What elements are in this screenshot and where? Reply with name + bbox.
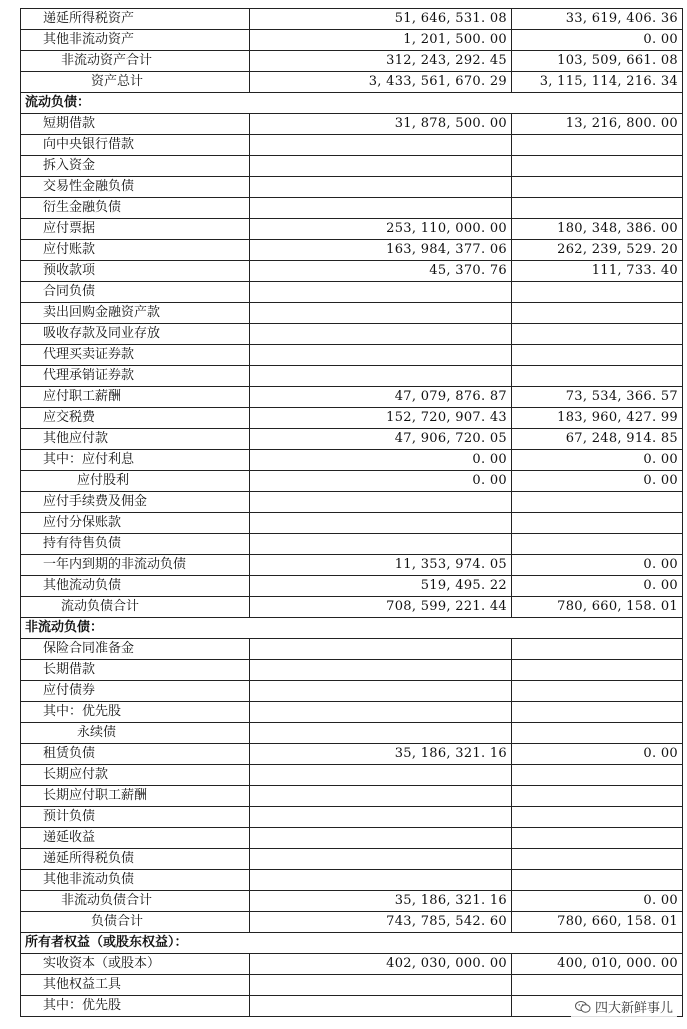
- value-current-period: 35, 186, 321. 16: [250, 744, 512, 765]
- value-current-period: [250, 765, 512, 786]
- row-label: 流动负债合计: [21, 597, 250, 618]
- row-label: 非流动负债合计: [21, 891, 250, 912]
- value-prior-period: 780, 660, 158. 01: [512, 912, 683, 933]
- balance-sheet-table: [20, 8, 683, 1017]
- value-current-period: 0. 00: [250, 471, 512, 492]
- value-current-period: 47, 079, 876. 87: [250, 387, 512, 408]
- value-prior-period: [512, 513, 683, 534]
- value-current-period: 708, 599, 221. 44: [250, 597, 512, 618]
- value-current-period: [250, 702, 512, 723]
- row-label: 实收资本（或股本）: [21, 954, 250, 975]
- table-row: [21, 555, 683, 576]
- row-label: 非流动资产合计: [21, 51, 250, 72]
- value-current-period: [250, 324, 512, 345]
- value-prior-period: [512, 681, 683, 702]
- table-row: [21, 639, 683, 660]
- table-row: [21, 849, 683, 870]
- table-row: [21, 177, 683, 198]
- value-prior-period: [512, 135, 683, 156]
- row-label: 长期应付款: [21, 765, 250, 786]
- row-label: 应付票据: [21, 219, 250, 240]
- value-prior-period: [512, 828, 683, 849]
- balance-sheet-body: [21, 9, 683, 1017]
- row-label: 向中央银行借款: [21, 135, 250, 156]
- table-row: [21, 870, 683, 891]
- row-label: 保险合同准备金: [21, 639, 250, 660]
- value-current-period: [250, 807, 512, 828]
- value-prior-period: [512, 639, 683, 660]
- table-row: [21, 765, 683, 786]
- table-row: [21, 891, 683, 912]
- value-current-period: 253, 110, 000. 00: [250, 219, 512, 240]
- table-row: [21, 429, 683, 450]
- value-prior-period: 0. 00: [512, 891, 683, 912]
- table-row: [21, 513, 683, 534]
- table-row: [21, 450, 683, 471]
- row-label: 一年内到期的非流动负债: [21, 555, 250, 576]
- table-row: [21, 345, 683, 366]
- value-current-period: [250, 723, 512, 744]
- value-prior-period: 0. 00: [512, 30, 683, 51]
- row-label: 永续债: [21, 723, 250, 744]
- value-current-period: [250, 513, 512, 534]
- row-label: 其他权益工具: [21, 975, 250, 996]
- value-current-period: [250, 975, 512, 996]
- value-current-period: 312, 243, 292. 45: [250, 51, 512, 72]
- table-row: [21, 576, 683, 597]
- row-label: 代理承销证券款: [21, 366, 250, 387]
- table-row: [21, 303, 683, 324]
- value-current-period: [250, 870, 512, 891]
- row-label: 吸收存款及同业存放: [21, 324, 250, 345]
- row-label: 应付职工薪酬: [21, 387, 250, 408]
- value-current-period: 3, 433, 561, 670. 29: [250, 72, 512, 93]
- value-prior-period: 780, 660, 158. 01: [512, 597, 683, 618]
- value-prior-period: [512, 177, 683, 198]
- row-label: 应付分保账款: [21, 513, 250, 534]
- row-label: 预计负债: [21, 807, 250, 828]
- value-prior-period: 0. 00: [512, 744, 683, 765]
- value-current-period: [250, 366, 512, 387]
- value-prior-period: 400, 010, 000. 00: [512, 954, 683, 975]
- row-label: 应付账款: [21, 240, 250, 261]
- row-label: 卖出回购金融资产款: [21, 303, 250, 324]
- section-label: 流动负债：: [21, 93, 683, 114]
- table-row: [21, 198, 683, 219]
- value-current-period: 0. 00: [250, 450, 512, 471]
- table-row: [21, 366, 683, 387]
- section-header-row: [21, 93, 683, 114]
- value-prior-period: 13, 216, 800. 00: [512, 114, 683, 135]
- row-label: 应付债券: [21, 681, 250, 702]
- value-prior-period: 0. 00: [512, 450, 683, 471]
- value-current-period: [250, 786, 512, 807]
- row-label: 递延所得税负债: [21, 849, 250, 870]
- value-prior-period: [512, 660, 683, 681]
- value-current-period: 11, 353, 974. 05: [250, 555, 512, 576]
- value-prior-period: [512, 366, 683, 387]
- value-current-period: [250, 849, 512, 870]
- value-current-period: [250, 639, 512, 660]
- value-current-period: [250, 156, 512, 177]
- value-current-period: [250, 345, 512, 366]
- table-row: [21, 807, 683, 828]
- table-row: [21, 912, 683, 933]
- value-current-period: 402, 030, 000. 00: [250, 954, 512, 975]
- row-label: 递延收益: [21, 828, 250, 849]
- value-prior-period: 33, 619, 406. 36: [512, 9, 683, 30]
- table-row: [21, 72, 683, 93]
- value-prior-period: [512, 492, 683, 513]
- table-row: [21, 30, 683, 51]
- value-prior-period: 262, 239, 529. 20: [512, 240, 683, 261]
- table-row: [21, 9, 683, 30]
- table-row: [21, 786, 683, 807]
- value-prior-period: [512, 807, 683, 828]
- row-label: 应付股利: [21, 471, 250, 492]
- row-label: 应付手续费及佣金: [21, 492, 250, 513]
- value-prior-period: 3, 115, 114, 216. 34: [512, 72, 683, 93]
- section-header-row: [21, 933, 683, 954]
- value-current-period: [250, 828, 512, 849]
- table-row: [21, 240, 683, 261]
- section-header-row: [21, 618, 683, 639]
- value-prior-period: [512, 534, 683, 555]
- value-current-period: [250, 282, 512, 303]
- value-current-period: 35, 186, 321. 16: [250, 891, 512, 912]
- row-label: 其中：优先股: [21, 702, 250, 723]
- row-label: 递延所得税资产: [21, 9, 250, 30]
- value-prior-period: 67, 248, 914. 85: [512, 429, 683, 450]
- value-current-period: 163, 984, 377. 06: [250, 240, 512, 261]
- value-prior-period: [512, 786, 683, 807]
- value-current-period: [250, 996, 512, 1017]
- row-label: 持有待售负债: [21, 534, 250, 555]
- watermark: [571, 996, 677, 1017]
- value-prior-period: 0. 00: [512, 576, 683, 597]
- row-label: 合同负债: [21, 282, 250, 303]
- table-row: [21, 828, 683, 849]
- value-prior-period: 183, 960, 427. 99: [512, 408, 683, 429]
- value-prior-period: 111, 733. 40: [512, 261, 683, 282]
- value-current-period: [250, 534, 512, 555]
- section-label: 所有者权益（或股东权益）：: [21, 933, 683, 954]
- row-label: 交易性金融负债: [21, 177, 250, 198]
- row-label: 其他流动负债: [21, 576, 250, 597]
- value-prior-period: [512, 324, 683, 345]
- value-prior-period: 73, 534, 366. 57: [512, 387, 683, 408]
- watermark-text: 四大新鲜事儿: [594, 1001, 673, 1016]
- table-row: [21, 408, 683, 429]
- table-row: [21, 282, 683, 303]
- value-prior-period: [512, 849, 683, 870]
- row-label: 其他非流动资产: [21, 30, 250, 51]
- value-prior-period: 180, 348, 386. 00: [512, 219, 683, 240]
- row-label: 资产总计: [21, 72, 250, 93]
- table-row: [21, 492, 683, 513]
- value-prior-period: [512, 303, 683, 324]
- row-label: 负债合计: [21, 912, 250, 933]
- value-prior-period: [512, 198, 683, 219]
- table-row: [21, 597, 683, 618]
- row-label: 其中：应付利息: [21, 450, 250, 471]
- row-label: 衍生金融负债: [21, 198, 250, 219]
- table-row: [21, 261, 683, 282]
- row-label: 预收款项: [21, 261, 250, 282]
- table-row: [21, 219, 683, 240]
- table-row: [21, 387, 683, 408]
- row-label: 长期应付职工薪酬: [21, 786, 250, 807]
- value-current-period: 1, 201, 500. 00: [250, 30, 512, 51]
- table-row: [21, 324, 683, 345]
- value-prior-period: [512, 870, 683, 891]
- value-prior-period: [512, 975, 683, 996]
- wechat-icon: [575, 1000, 591, 1014]
- table-row: [21, 114, 683, 135]
- value-prior-period: 103, 509, 661. 08: [512, 51, 683, 72]
- table-row: [21, 51, 683, 72]
- value-current-period: 47, 906, 720. 05: [250, 429, 512, 450]
- value-current-period: 45, 370. 76: [250, 261, 512, 282]
- value-prior-period: [512, 765, 683, 786]
- row-label: 其他非流动负债: [21, 870, 250, 891]
- value-prior-period: 0. 00: [512, 555, 683, 576]
- row-label: 代理买卖证券款: [21, 345, 250, 366]
- table-row: [21, 534, 683, 555]
- value-prior-period: [512, 282, 683, 303]
- value-current-period: 743, 785, 542. 60: [250, 912, 512, 933]
- value-current-period: [250, 198, 512, 219]
- value-prior-period: [512, 702, 683, 723]
- row-label: 应交税费: [21, 408, 250, 429]
- table-row: [21, 471, 683, 492]
- row-label: 长期借款: [21, 660, 250, 681]
- value-current-period: [250, 681, 512, 702]
- row-label: 其他应付款: [21, 429, 250, 450]
- value-prior-period: [512, 156, 683, 177]
- value-current-period: 152, 720, 907. 43: [250, 408, 512, 429]
- table-row: [21, 723, 683, 744]
- value-prior-period: [512, 345, 683, 366]
- table-row: [21, 135, 683, 156]
- value-current-period: [250, 177, 512, 198]
- value-prior-period: 0. 00: [512, 471, 683, 492]
- table-row: [21, 954, 683, 975]
- row-label: 其中：优先股: [21, 996, 250, 1017]
- value-current-period: 519, 495. 22: [250, 576, 512, 597]
- section-label: 非流动负债：: [21, 618, 683, 639]
- value-current-period: [250, 303, 512, 324]
- value-current-period: [250, 660, 512, 681]
- value-current-period: 51, 646, 531. 08: [250, 9, 512, 30]
- table-row: [21, 702, 683, 723]
- row-label: 短期借款: [21, 114, 250, 135]
- table-row: [21, 660, 683, 681]
- value-current-period: [250, 135, 512, 156]
- value-prior-period: [512, 723, 683, 744]
- table-row: [21, 681, 683, 702]
- row-label: 拆入资金: [21, 156, 250, 177]
- table-row: [21, 744, 683, 765]
- table-row: [21, 156, 683, 177]
- row-label: 租赁负债: [21, 744, 250, 765]
- table-row: [21, 975, 683, 996]
- value-current-period: [250, 492, 512, 513]
- value-current-period: 31, 878, 500. 00: [250, 114, 512, 135]
